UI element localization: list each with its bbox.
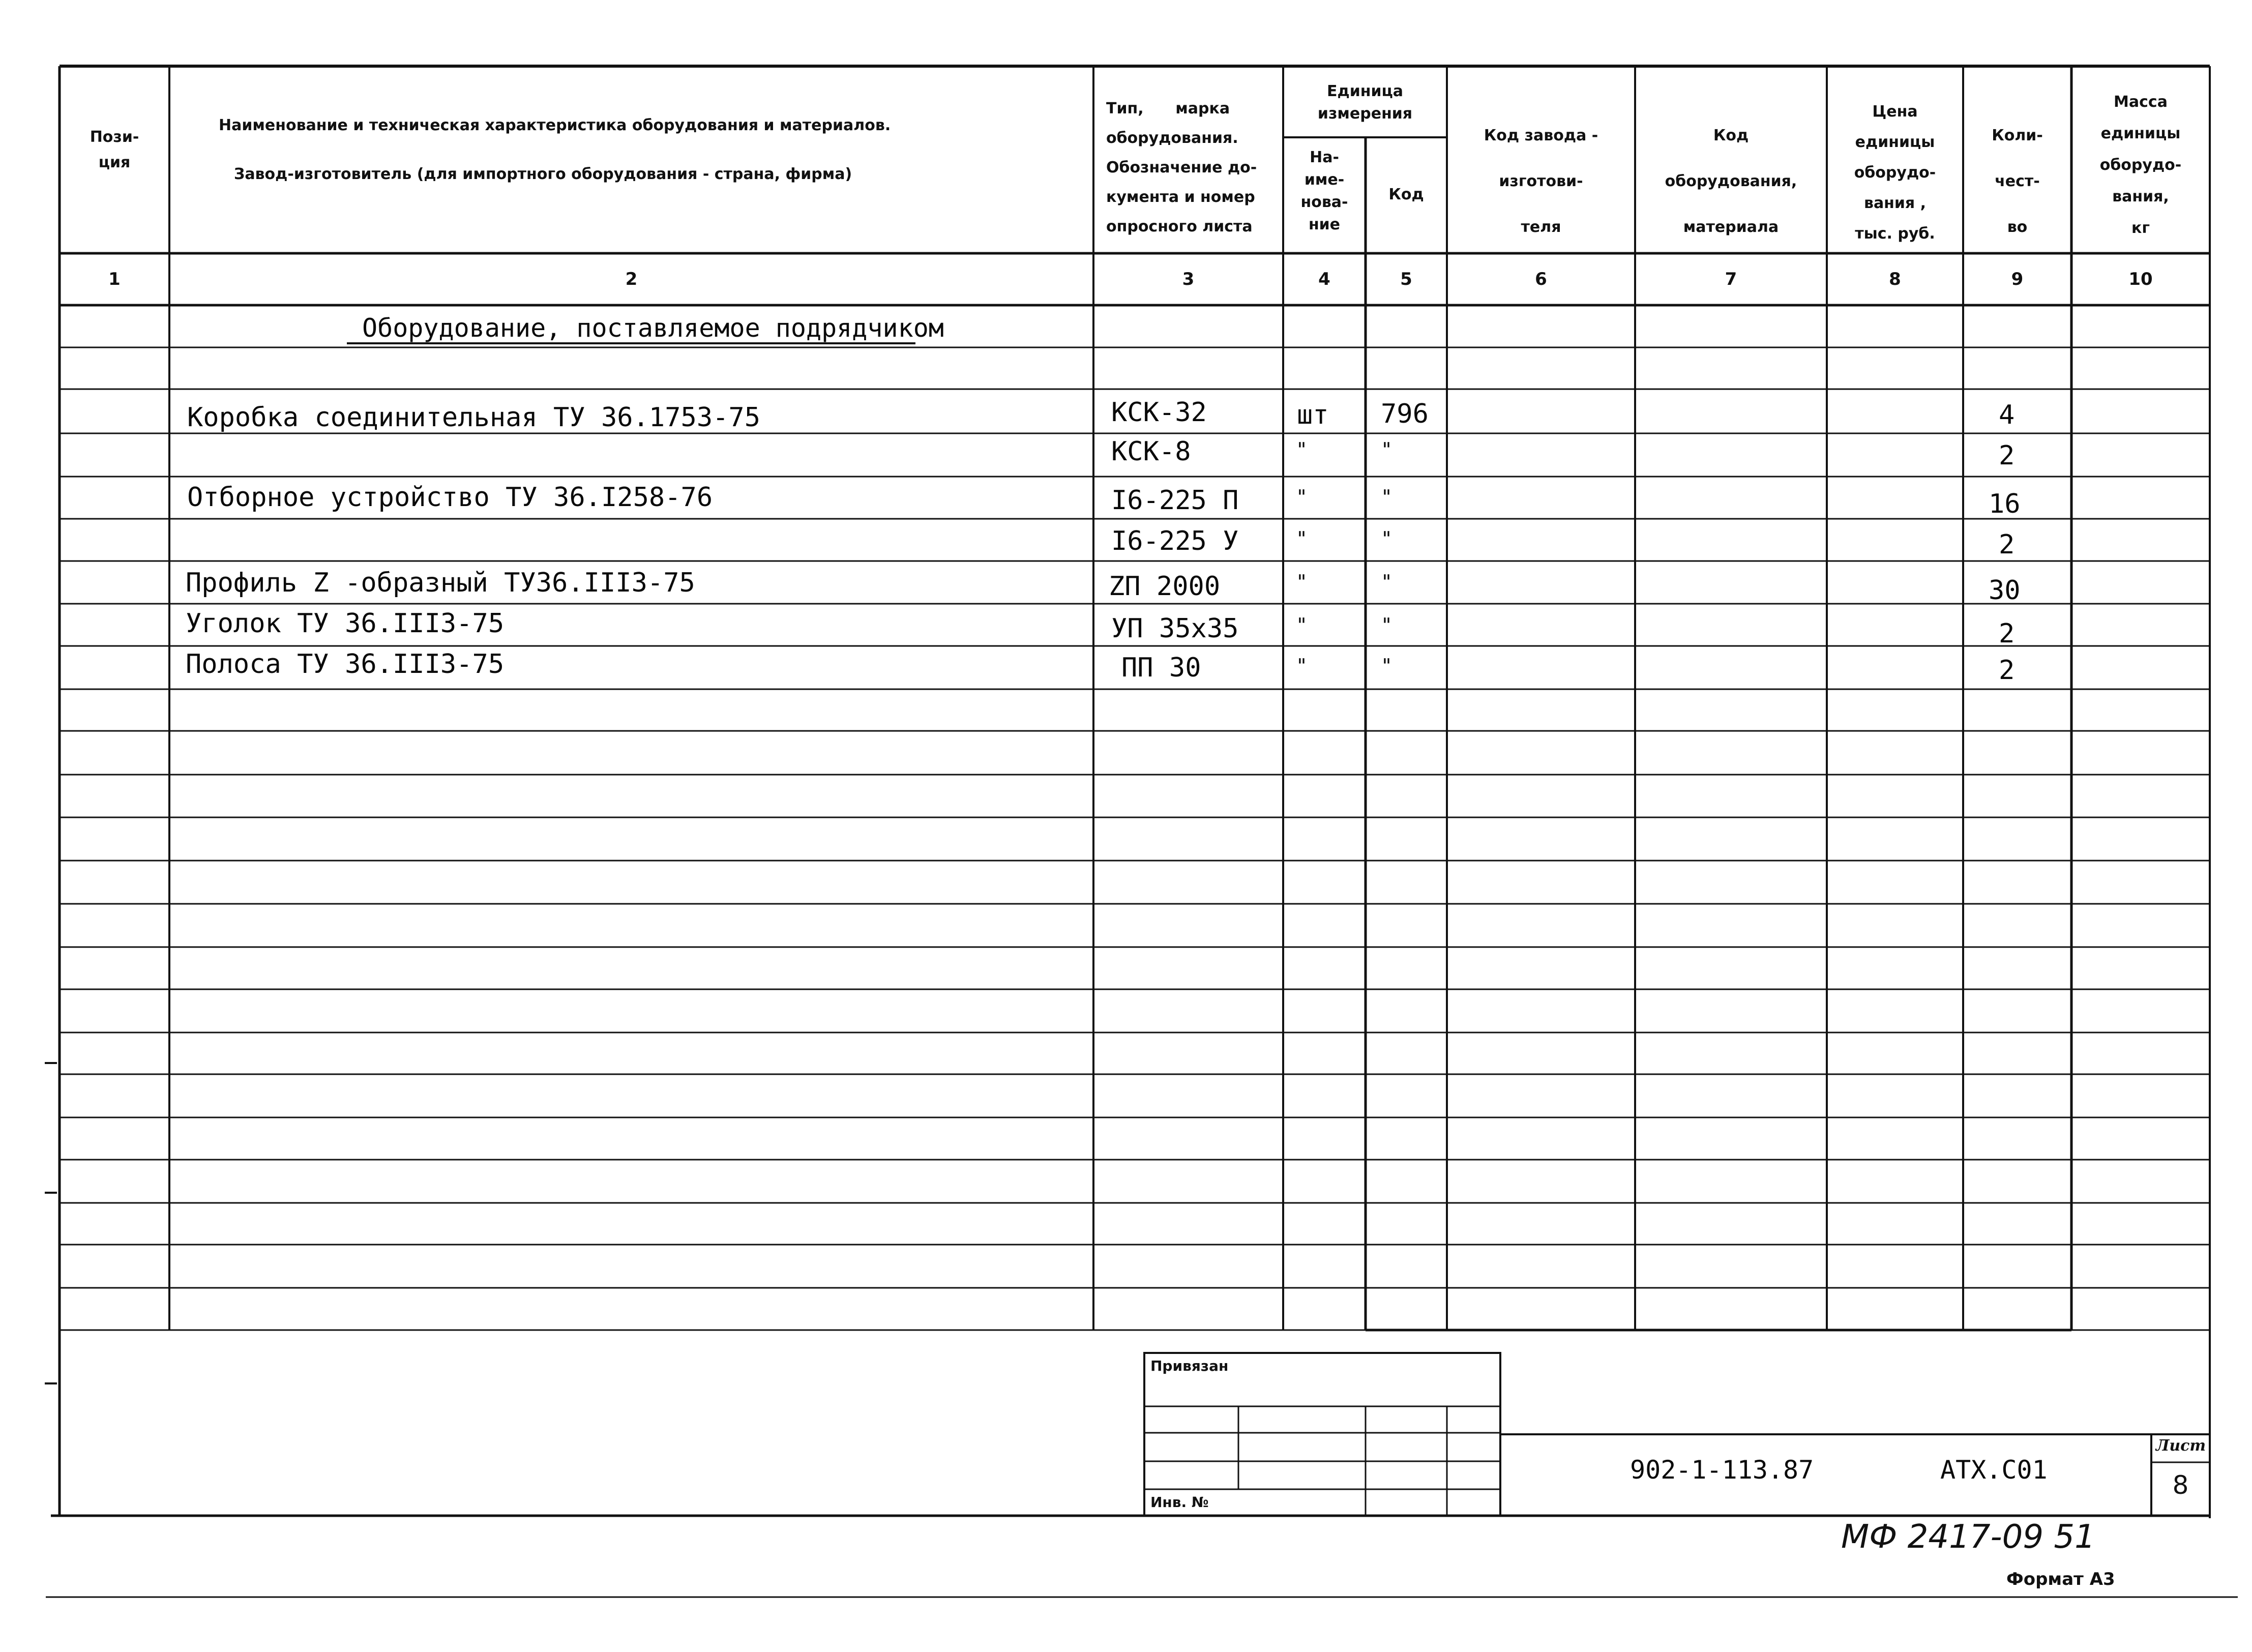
item-quantity: 2 <box>1999 618 2015 649</box>
header-position <box>76 125 153 175</box>
item-unit-code: " <box>1381 614 1392 636</box>
header-name-line2: Завод-изготовитель (для импортного оборудования - страна, фирма) <box>234 165 852 183</box>
item-unit: " <box>1296 614 1308 636</box>
header-unit-name-line: ние <box>1308 216 1341 233</box>
item-unit-code: " <box>1381 571 1392 593</box>
item-type: КСК-8 <box>1111 436 1191 467</box>
header-type <box>1106 94 1279 242</box>
header-unit-line: Единица <box>1327 82 1403 100</box>
header-mass-line: вания, <box>2112 188 2169 205</box>
header-equipment-code <box>1635 113 1827 250</box>
header-mass-line: оборудо- <box>2099 156 2182 174</box>
header-price <box>1827 97 1963 249</box>
header-position-line: ция <box>98 154 131 171</box>
sheet-number: 8 <box>2172 1470 2189 1500</box>
item-type: ПП 30 <box>1121 653 1201 683</box>
header-factory-line: изготови- <box>1499 172 1583 190</box>
header-factory-line: теля <box>1521 218 1561 236</box>
item-unit: " <box>1296 571 1308 593</box>
header-price-line: Цена <box>1872 103 1918 121</box>
stamp-privyazan: Привязан <box>1150 1358 1229 1374</box>
item-unit: " <box>1296 655 1308 677</box>
item-unit-code: " <box>1381 527 1392 550</box>
item-unit: " <box>1296 527 1308 550</box>
header-unit-group <box>1283 80 1447 125</box>
header-price-line: оборудо- <box>1854 164 1936 182</box>
item-type: КСК-32 <box>1111 397 1207 428</box>
item-unit-code: " <box>1381 486 1392 508</box>
header-unit-line: измерения <box>1317 105 1413 123</box>
header-unit-name-line: На- <box>1310 149 1339 166</box>
header-price-line: единицы <box>1855 133 1935 151</box>
header-mass-line: Масса <box>2114 93 2168 111</box>
item-quantity: 2 <box>1999 655 2015 686</box>
item-name: Профиль Z -образный ТУ36.III3-75 <box>186 568 695 598</box>
item-type: I6-225 П <box>1111 485 1239 516</box>
header-unit-code: Код <box>1388 186 1424 203</box>
header-equipment-line: материала <box>1683 218 1779 236</box>
section-title: Оборудование, поставляемое подрядчиком <box>362 313 944 343</box>
col-number: 10 <box>2128 269 2153 289</box>
col-number: 9 <box>2011 269 2024 289</box>
col-number: 1 <box>108 269 121 289</box>
header-mass-line: кг <box>2131 219 2150 237</box>
item-quantity: 16 <box>1989 489 2021 519</box>
header-type-line: кумента и номер <box>1106 188 1255 206</box>
col-number: 3 <box>1182 269 1195 289</box>
header-unit-name-line: име- <box>1304 171 1345 189</box>
item-unit-code: " <box>1381 655 1392 677</box>
header-equipment-line: Код <box>1713 127 1749 144</box>
item-name: Коробка соединительная ТУ 36.1753-75 <box>187 402 761 433</box>
stamp-inv-number: Инв. № <box>1150 1494 1209 1511</box>
header-quantity <box>1963 113 2071 250</box>
col-number: 8 <box>1889 269 1901 289</box>
header-mass-line: единицы <box>2100 125 2181 142</box>
item-quantity: 4 <box>1999 400 2015 430</box>
item-type: ZП 2000 <box>1109 571 1221 602</box>
header-quantity-line: чест- <box>1995 172 2040 190</box>
item-unit-code: " <box>1381 438 1392 461</box>
header-factory-code <box>1447 113 1635 250</box>
header-type-line: опросного листа <box>1106 218 1253 235</box>
sheet-label: Лист <box>2155 1437 2206 1455</box>
item-quantity: 2 <box>1999 440 2015 471</box>
item-type: УП 35х35 <box>1111 613 1239 644</box>
document-mark: АТХ.С01 <box>1940 1455 2048 1485</box>
header-factory-line: Код завода - <box>1484 127 1598 144</box>
item-quantity: 2 <box>1999 529 2015 560</box>
header-type-line: оборудования. <box>1106 129 1238 147</box>
col-number: 5 <box>1400 269 1412 289</box>
item-name: Полоса ТУ 36.III3-75 <box>186 649 505 680</box>
header-equipment-line: оборудования, <box>1665 172 1797 190</box>
item-unit-code: 796 <box>1381 399 1429 429</box>
header-type-word: марка <box>1175 100 1230 117</box>
col-number: 7 <box>1725 269 1737 289</box>
item-quantity: 30 <box>1989 575 2021 606</box>
header-price-line: тыс. руб. <box>1855 225 1935 243</box>
handwritten-inventory-number: МФ 2417-09 51 <box>1841 1518 2095 1556</box>
paper-format: Формат А3 <box>2006 1569 2115 1589</box>
col-number: 6 <box>1535 269 1547 289</box>
col-number: 2 <box>625 269 638 289</box>
item-unit: " <box>1296 486 1308 508</box>
header-mass <box>2071 86 2210 244</box>
header-name-line1: Наименование и техническая характеристика оборудования и материалов. <box>219 116 891 134</box>
header-unit-name <box>1283 146 1366 236</box>
col-number: 4 <box>1318 269 1330 289</box>
header-unit-name-line: нова- <box>1300 193 1348 211</box>
header-position-line: Пози- <box>90 128 139 146</box>
item-type: I6-225 У <box>1111 526 1239 556</box>
item-unit: шт <box>1297 400 1329 430</box>
header-quantity-line: Коли- <box>1992 127 2043 144</box>
header-quantity-line: во <box>2007 218 2028 236</box>
document-code: 902-1-113.87 <box>1630 1455 1814 1485</box>
header-type-line: Обозначение до- <box>1106 159 1257 176</box>
item-name: Уголок ТУ 36.III3-75 <box>186 608 505 639</box>
header-type-word: Тип, <box>1106 100 1144 117</box>
item-unit: " <box>1296 438 1308 461</box>
header-price-line: вания , <box>1863 194 1927 212</box>
item-name: Отборное устройство ТУ 36.I258-76 <box>187 482 713 513</box>
